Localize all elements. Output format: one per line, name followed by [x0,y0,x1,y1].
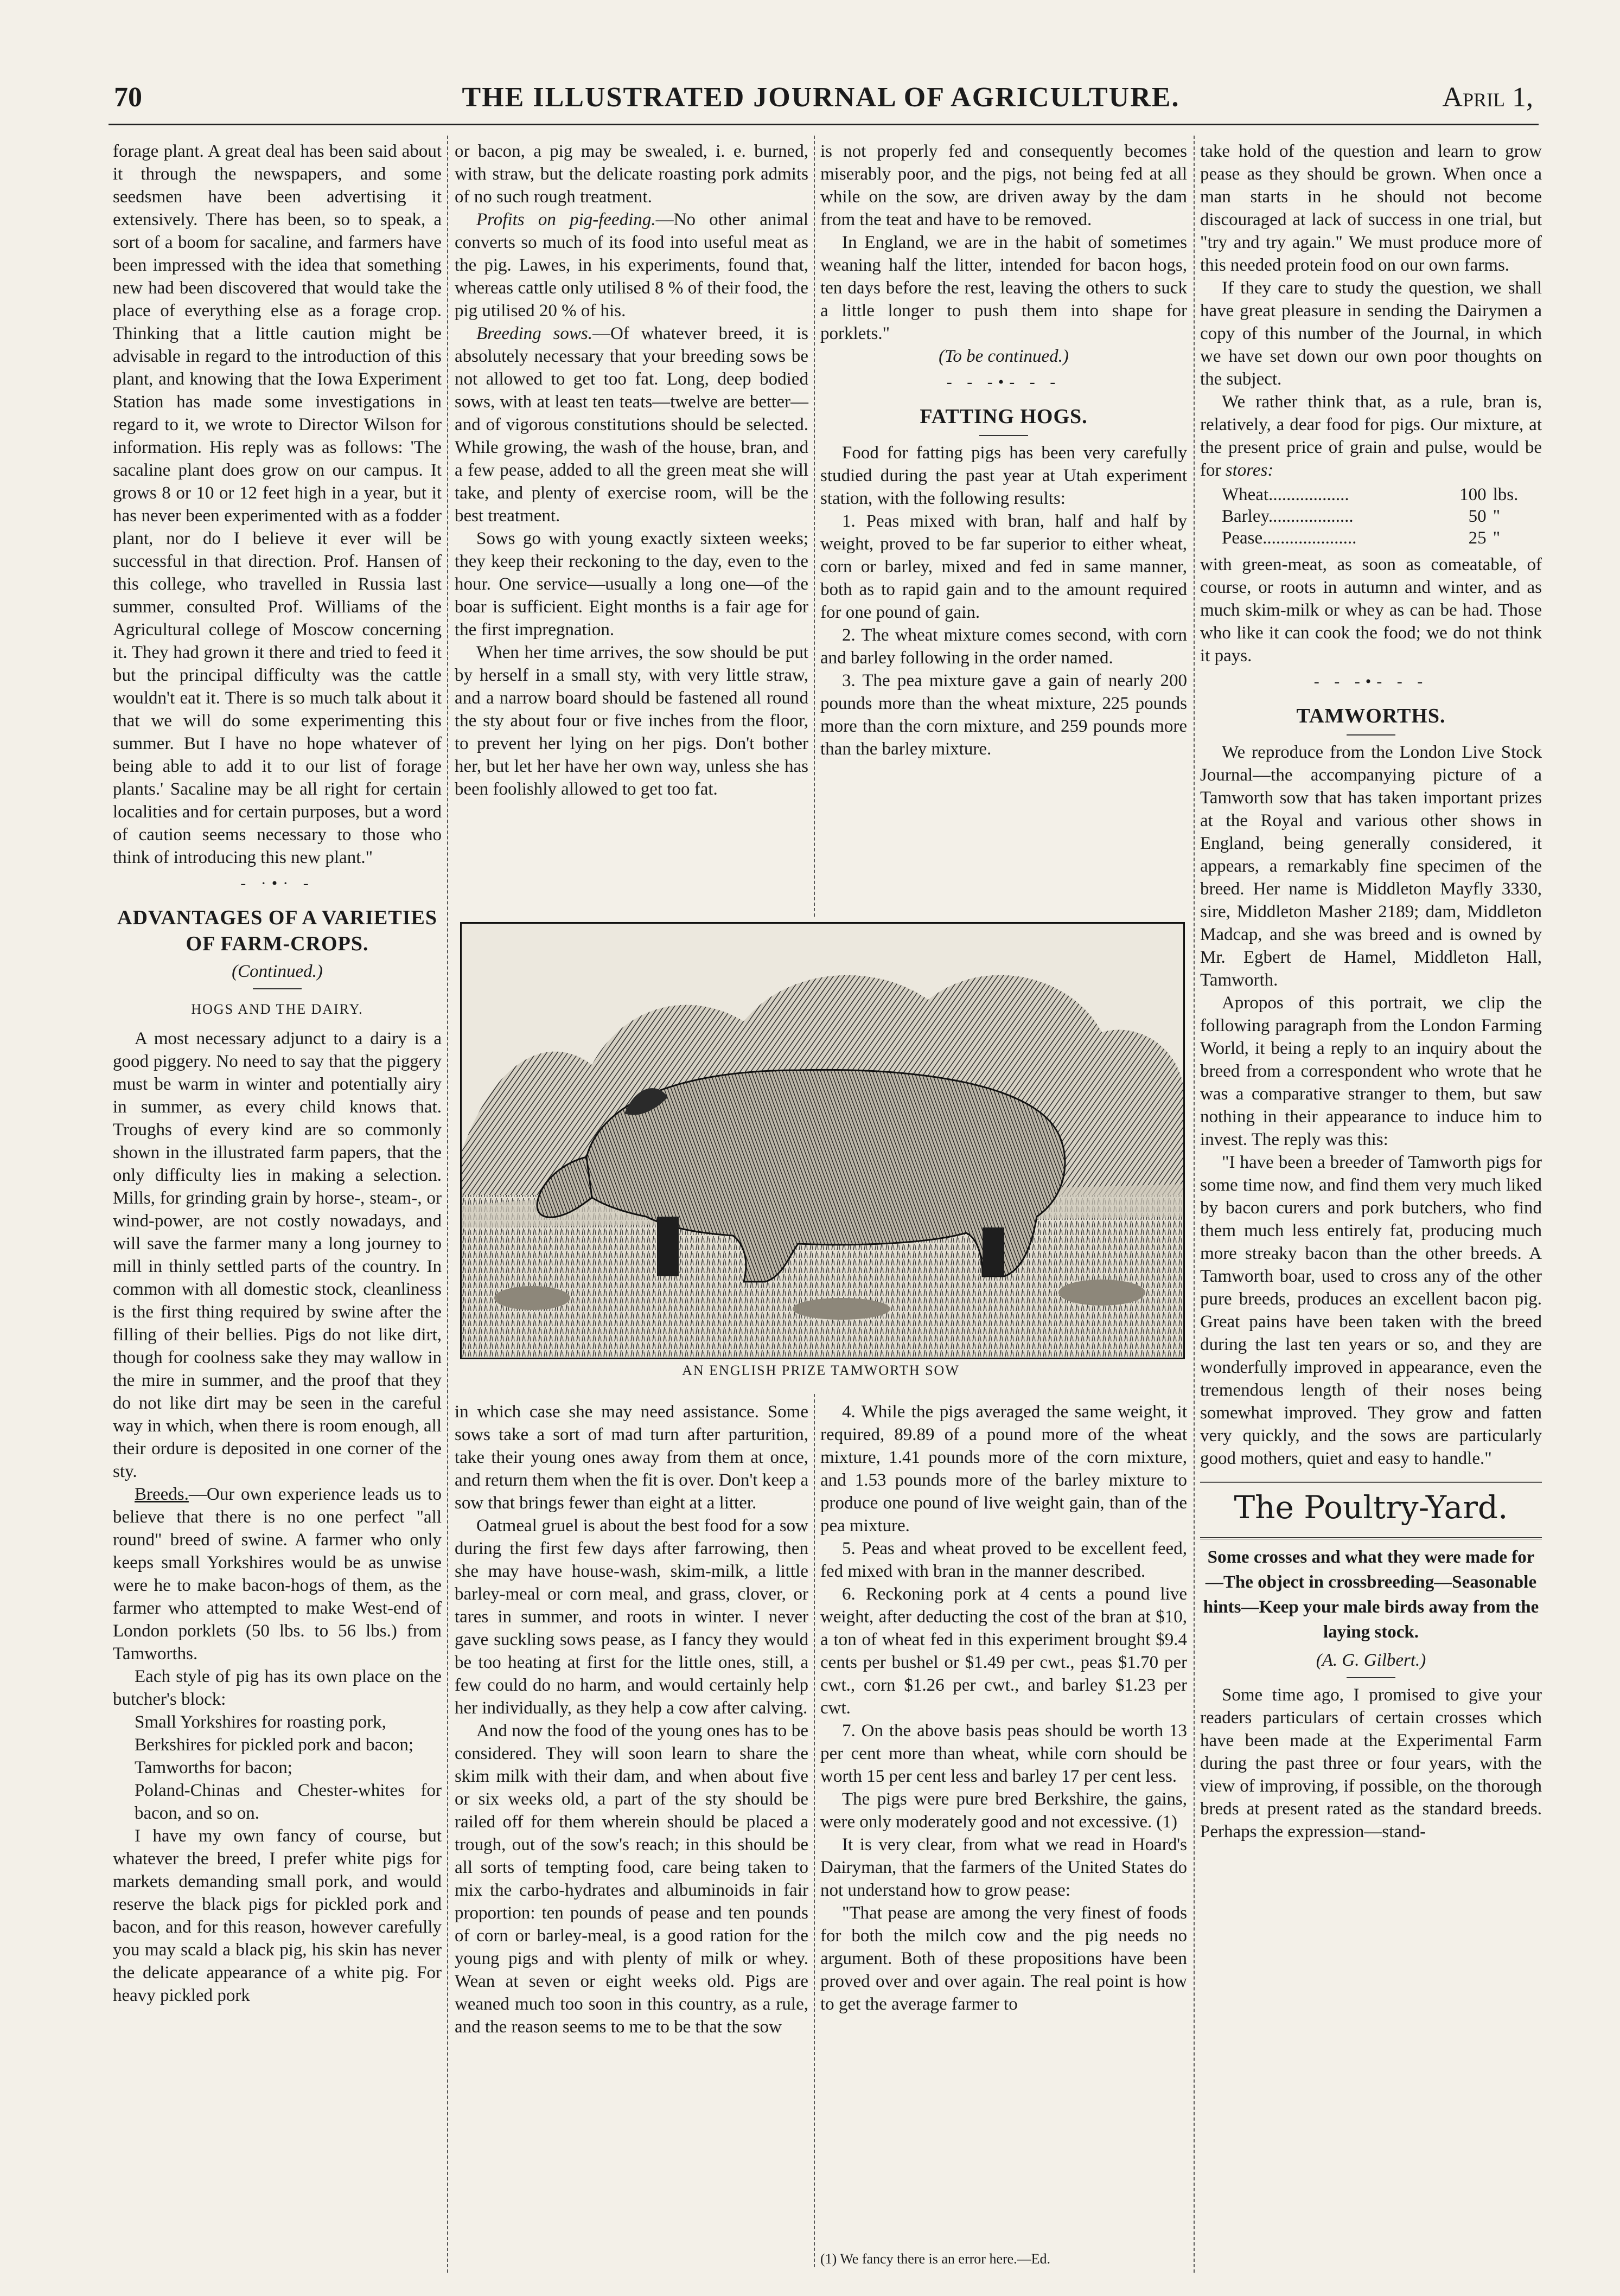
article-headline: TAMWORTHS. [1296,705,1446,727]
column-2 [455,140,808,801]
paragraph-lead: Breeds. [135,1485,189,1504]
article-paragraph: It is very clear, from what we read in Hoard's Dairyman, that the farmers of the United States do not understand how to grow pease: [820,1835,1187,1900]
article-paragraph: take hold of the question and learn to grow pease as they should be grown. When once a man starts in he should not become discouraged at lack of success in one trial, but "try and try again." We must produce more of this needed protein food on our own farms. [1200,142,1542,275]
issue-date: April 1, [1442,82,1533,113]
article-paragraph: 3. The pea mixture gave a gain of nearly 200 pounds more than the wheat mixture, 225 pounds more than the corn mixture, and 259 pounds more than the barley mixture. [820,671,1187,759]
article-paragraph: A most necessary adjunct to a dairy is a good piggery. No need to say that the piggery must be warm in winter and potentially airy in summer, as every child knows that. Troughs of every kind are so commonly shown in the illustrated farm papers, that the only difficulty lies in making a selection. Mills, for grinding grain by horse-, steam-, or wind-power, are not costly nowadays, and will save the farmer many a long journey to mill in thinly settled parts of the country. In common with all domestic stock, cleanliness is the first thing required by swine after the filling of their bellies. Pigs do not like dirt, though for coolness sake they may wallow in the mire in summer, and the proof that they do not like dirt may be seen in the careful way in which, when there is room enough, all their ordure is deposited in one corner of the sty. [113,1029,442,1481]
short-rule [253,988,302,989]
stores-mixture-table [1222,484,1536,549]
tamworth-sow-engraving [460,922,1185,1359]
continued-note: (Continued.) [232,962,323,981]
column-2-continued [455,1400,808,2038]
section-subhead: HOGS AND THE DAIRY. [191,1001,363,1017]
list-item: Small Yorkshires for roasting pork, [135,1712,386,1732]
continued-note: (To be continued.) [939,347,1069,366]
column-separator [814,136,815,917]
section-ornament: - - -•- - - [1313,673,1428,690]
page-number: 70 [114,82,142,113]
article-paragraph: Sows go with young exactly sixteen weeks; they keep their reckoning to the day, even to the hour. One service—usually a long one—of the boar is sufficient. Eight months is a fair age for the first impregnation. [455,529,808,639]
list-item: Poland-Chinas and Chester-whites for bacon, and so on. [135,1781,442,1823]
article-paragraph: We rather think that, as a rule, bran is, relatively, a dear food for pigs. Our mixture, at the present price of grain and pulse, would be for stores: [1200,392,1542,480]
column-1 [113,140,442,2007]
short-rule [1347,1677,1395,1678]
article-paragraph: And now the food of the young ones has to be considered. They will soon learn to share the skim milk with their dam, and when about five or six weeks old, a part of the sty should be railed off for them wherein should be placed a trough, out of the sow's reach; in this should be all sorts of tempting food, care being taken to mix the carbo-hydrates and albuminoids in fair proportion: ten pounds of pease and ten pounds of corn or barley-meal, is a good ration for the young pigs and with plenty of milk or whey. Wean at seven or eight weeks old. Pigs are weaned much too soon in this country, as a rule, and the reason seems to me to be that the sow [455,1721,808,2037]
section-ornament: - ·•· - [240,874,314,892]
column-3 [820,140,1187,760]
column-4 [1200,140,1542,1843]
article-paragraph: Food for fatting pigs has been very carefully studied during the past year at Utah experiment station, with the following results: [820,443,1187,508]
article-paragraph: "I have been a breeder of Tamworth pigs for some time now, and find them very much liked by bacon curers and pork butchers, who find them much less entirely fat, producing much more streaky bacon than the other breeds. A Tamworth boar, used to cross any of the other pure breeds, produces an excellent bacon pig. Great pains have been taken with the breed during the last ten years or so, and they are wonderfully improved in appearance, even the tremendous length of their noses being somewhat improved. They grow and fatten very quickly, and the sows are particularly good mothers, quiet and easy to handle." [1200,1153,1542,1468]
article-paragraph: 4. While the pigs averaged the same weight, it required, 89.89 of a pound more of the wheat mixture, 1.41 pounds more of the corn mixture, and 1.53 pounds more of the barley mixture to produce one pound of live weight gain, than of the pea mixture. [820,1402,1187,1536]
article-paragraph: 2. The wheat mixture comes second, with corn and barley following in the order named. [820,625,1187,668]
journal-title: THE ILLUSTRATED JOURNAL OF AGRICULTURE. [462,82,1180,113]
byline: (A. G. Gilbert.) [1316,1651,1426,1670]
article-paragraph: "That pease are among the very finest of foods for both the milch cow and the pig needs no argument. Both of these propositions have been proved over and over again. The real point is how to get the average farmer to [820,1903,1187,2014]
article-paragraph: In England, we are in the habit of sometimes weaning half the litter, intended for bacon hogs, ten days before the rest, leaving the others to suck a little longer to push them into shape for porklets." [820,233,1187,343]
article-paragraph: Breeding sows.—Of whatever breed, it is absolutely necessary that your breeding sows be not allowed to get too fat. Long, deep bodied sows, with at least ten teats—twelve are better—and of vigorous constitutions should be selected. While growing, the wash of the house, bran, and a few pease, added to all the green meat she will take, and plenty of exercise room, will be the best treatment. [455,324,809,526]
article-paragraph: Each style of pig has its own place on the butcher's block: [113,1667,442,1709]
column-separator [814,1394,815,2267]
article-paragraph: 5. Peas and wheat proved to be excellent feed, fed mixed with bran in the manner described. [820,1539,1187,1581]
article-paragraph: Some time ago, I promised to give your readers particulars of certain crosses which have been made at the Experimental Farm during the past three or four years, with the view of improving, if possible, on the thorough breds at present rated as the standard breeds. Perhaps the expression—stand- [1200,1685,1542,1841]
article-paragraph: in which case she may need assistance. Some sows take a sort of mad turn after parturition, take their young ones away from them at once, and return them when the fit is over. Don't keep a sow that brings fewer than eight at a litter. [455,1402,809,1513]
article-paragraph: The pigs were pure bred Berkshire, the gains, were only moderately good and not excessive. (1) [820,1789,1187,1832]
section-summary: Some crosses and what they were made for—The object in crossbreeding—Seasonable hints—Keep your male birds away from the laying stock. [1203,1547,1539,1642]
article-paragraph: I have my own fancy of course, but whatever the breed, I prefer white pigs for markets demanding small pork, and would reserve the black pigs for pickled pork and bacon, and for this reason, however carefully you may scald a black pig, his skin has never the delicate appearance of a white pig. For heavy pickled pork [113,1826,442,2005]
list-item: Tamworths for bacon; [135,1758,292,1777]
article-paragraph: Apropos of this portrait, we clip the following paragraph from the London Farming World, it being a reply to an inquiry about the breed from a correspondent who wrote that he was a comparative stranger to them, but saw nothing in their appearance to induce him to invest. The reply was this: [1200,993,1542,1149]
table-row: Pease..................... 25 " [1222,528,1501,548]
article-paragraph: Profits on pig-feeding.—No other animal converts so much of its food into useful meat as the pig. Lawes, in his experiments, found that, whereas cattle only utilised 8 % of their food, the pig utilised 20 % of his. [455,210,808,321]
column-3-continued [820,1400,1187,2016]
engraving-illustration [462,924,1183,1358]
short-rule [1347,734,1395,736]
article-paragraph: with green-meat, as soon as comeatable, of course, or roots in autumn and winter, and as much skim-milk or whey as can be had. Those who like it can cook the food; we do not think it pays. [1200,555,1542,666]
table-row: Barley................... 50 " [1222,507,1501,526]
article-paragraph: When her time arrives, the sow should be put by herself in a small sty, with very little straw, and a narrow board should be fastened all round the sty about four or five inches from the floor, to prevent her lying on her pigs. Don't bother her, but let her have her own way, unless she has been foolishly allowed to get too fat. [455,643,808,799]
page-header [103,81,1539,119]
section-rule [1200,1481,1542,1483]
article-paragraph: We reproduce from the London Live Stock Journal—the accompanying picture of a Tamworth sow that has taken important prizes at the Royal and various other shows in England, being generally considered, it appears, a remarkably fine specimen of the breed. Her name is Middleton Mayfly 3330, sire, Middleton Masher 2189; dam, Middleton Madcap, and she was breed and is owned by Mr. Egbert de Hamel, Middleton Hall, Tamworth. [1200,743,1542,990]
section-rule [1200,1537,1542,1539]
column-separator [1194,136,1195,2273]
article-paragraph: Breeds.—Our own experience leads us to believe that there is no one perfect "all round" breed of swine. A farmer who only keeps small Yorkshires would be as unwise were he to make bacon-hogs of them, as the farmer who attempted to make West-end of London porklets (50 lbs. to 56 lbs.) from Tamworths. [113,1485,442,1664]
article-paragraph: 6. Reckoning pork at 4 cents a pound live weight, after deducting the cost of the bran at $10, a ton of wheat fed in this experiment brought $9.4 cents per bushel or $1.49 per cwt., peas $1.70 per cwt., corn $1.26 per cwt., and barley $1.23 per cwt. [820,1584,1187,1718]
header-rule [109,124,1539,125]
article-paragraph: or bacon, a pig may be swealed, i. e. burned, with straw, but the delicate roasting pork admits of no such rough treatment. [455,142,808,207]
article-paragraph: is not properly fed and consequently becomes miserably poor, and the pigs, not being fed at all while on the sow, are driven away by the dam from the teat and have to be removed. [820,142,1187,229]
paragraph-lead: Breeding sows. [476,324,593,343]
article-headline: ADVANTAGES OF A VARIETIES OF FARM-CROPS. [117,906,437,955]
table-row: Wheat.................. 100 lbs. [1222,485,1519,504]
short-rule [979,435,1028,436]
article-paragraph: Oatmeal gruel is about the best food for a sow during the first few days after farrowing, then she may have house-wash, skim-milk, a little barley-meal or corn meal, and grass, clover, or tares in summer, and roots in winter. I never gave suckling sows pease, as I fancy they would be too heating at first for the little ones, still, a few could do no harm, and would certainly help her individually, as they help a cow after calving. [455,1516,808,1718]
article-paragraph: If they care to study the question, we shall have great pleasure in sending the Dairymen a copy of this number of the Journal, in which we have set down our own poor thoughts on the subject. [1200,278,1542,389]
article-headline: FATTING HOGS. [920,405,1088,428]
article-paragraph: 1. Peas mixed with bran, half and half by weight, proved to be far superior to either wheat, corn or barley, mixed and fed in same manner, both as to rapid gain and to the amount required for one pound of gain. [820,511,1187,622]
section-ornament: - - -•- - - [946,373,1061,391]
article-paragraph: forage plant. A great deal has been said about it through the newspapers, and some seedsmen have been advertising it extensively. There has been, so to speak, a sort of a boom for sacaline, and farmers have been impressed with the idea that something new had been discovered that would take the place of everything else as a forage crop. Thinking that a little caution might be advisable in regard to the introduction of this plant, and knowing that the Iowa Experiment Station has made some investigations in regard to it, we wrote to Director Wilson for information. His reply was as follows: 'The sacaline plant does grow on our campus. It grows 8 or 10 or 12 feet high in a year, but it has never been experimented with as a fodder plant, nor do I believe it ever will be successful in that direction. Prof. Hansen of this college, who travelled in Russia last summer, consulted Prof. Williams of the Agricultural college of Moscow concerning it. They had grown it there and tried to feed it but the principal difficulty was the cattle wouldn't eat it. There is so much talk about it that we will do some experimenting this summer. But I have no hope whatever of being able to add it to our list of forage plants.' Sacaline may be all right for certain localities and for certain purposes, but a word of caution seems necessary to those who think of introducing this new plant." [113,142,442,867]
column-separator [447,136,448,2273]
figure-caption: AN ENGLISH PRIZE TAMWORTH SOW [682,1363,960,1378]
article-paragraph: 7. On the above basis peas should be worth 13 per cent more than wheat, while corn should be worth 15 per cent less and barley 17 per cent less. [820,1721,1187,1786]
footnote: (1) We fancy there is an error here.—Ed. [820,2251,1051,2267]
list-item: Berkshires for pickled pork and bacon; [135,1735,414,1755]
paragraph-lead: Profits on pig-feeding. [476,210,656,229]
section-title: The Poultry-Yard. [1234,1489,1508,1526]
